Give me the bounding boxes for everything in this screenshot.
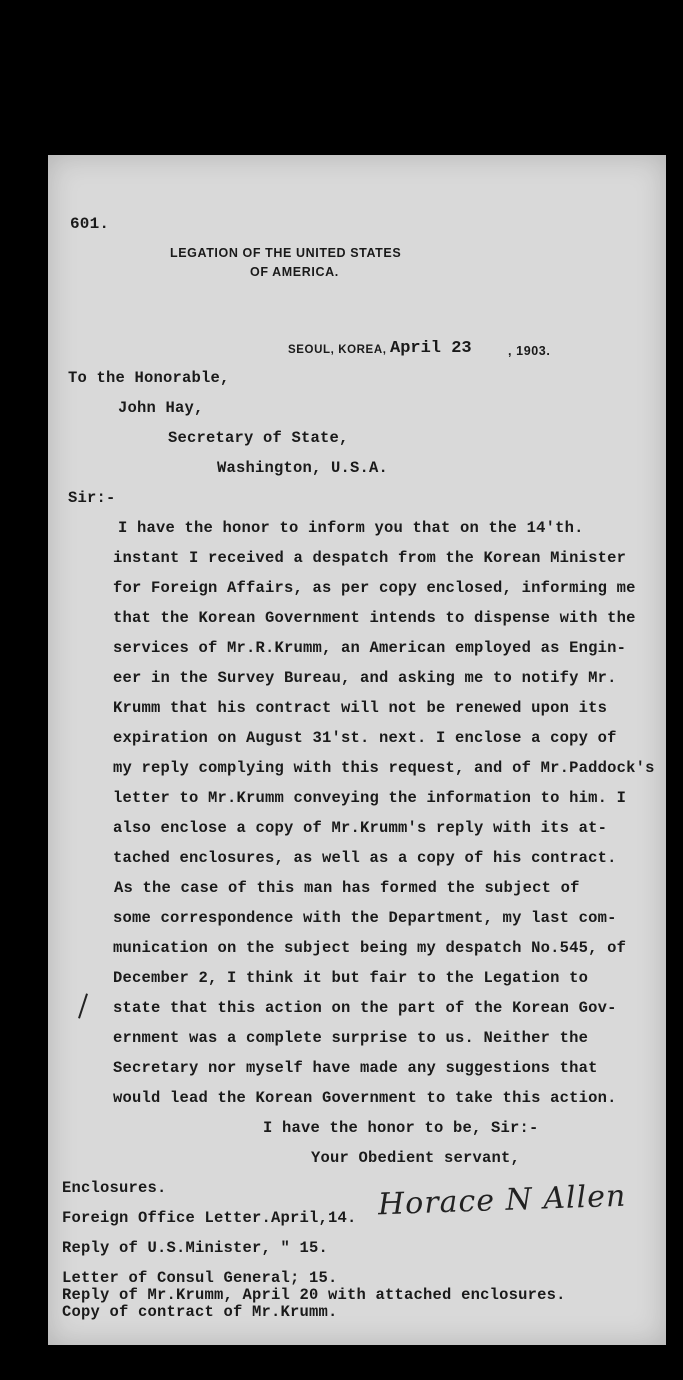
body-line: December 2, I think it but fair to the Legation to — [113, 969, 589, 987]
closing-line-2: Your Obedient servant, — [311, 1149, 521, 1167]
body-line: eer in the Survey Bureau, and asking me to notify Mr. — [113, 669, 617, 687]
body-line: As the case of this man has formed the subject of — [114, 879, 580, 897]
enclosure-item: Letter of Consul General; 15. — [62, 1269, 338, 1287]
body-line: services of Mr.R.Krumm, an American employed as Engin- — [113, 639, 627, 657]
body-line: expiration on August 31'st. next. I enclose a copy of — [113, 729, 617, 747]
body-line: munication on the subject being my despatch No.545, of — [113, 939, 627, 957]
letterhead-line-1: LEGATION OF THE UNITED STATES — [170, 246, 402, 260]
body-line: state that this action on the part of the Korean Gov- — [113, 999, 617, 1017]
enclosure-item: Reply of U.S.Minister, " 15. — [62, 1239, 329, 1257]
handwritten-signature: Horace N Allen — [377, 1178, 627, 1223]
addressee-line-1: To the Honorable, — [68, 369, 230, 387]
letter-page — [48, 155, 666, 1345]
body-line: would lead the Korean Government to take this action. — [113, 1089, 617, 1107]
addressee-line-4: Washington, U.S.A. — [217, 459, 389, 477]
body-line: Secretary nor myself have made any suggestions that — [113, 1059, 598, 1077]
body-line: for Foreign Affairs, as per copy enclosed, informing me — [113, 579, 636, 597]
salutation: Sir:- — [68, 489, 116, 507]
body-line: I have the honor to inform you that on the 14'th. — [118, 519, 584, 537]
enclosure-item: Copy of contract of Mr.Krumm. — [62, 1303, 338, 1321]
addressee-line-2: John Hay, — [118, 399, 204, 417]
enclosure-item: Reply of Mr.Krumm, April 20 with attached enclosures. — [62, 1286, 566, 1304]
margin-pencil-mark — [78, 993, 88, 1018]
letterhead-line-2: OF AMERICA. — [250, 265, 339, 279]
dateline-year: , 1903. — [508, 344, 551, 358]
body-line: Krumm that his contract will not be renewed upon its — [113, 699, 608, 717]
addressee-line-3: Secretary of State, — [168, 429, 349, 447]
dateline-place: SEOUL, KOREA, — [288, 344, 387, 356]
enclosure-item: Foreign Office Letter.April,14. — [62, 1209, 357, 1227]
dateline-date: April 23 — [390, 339, 472, 358]
body-line: some correspondence with the Department, my last com- — [113, 909, 617, 927]
body-line: tached enclosures, as well as a copy of his contract. — [113, 849, 617, 867]
body-line: instant I received a despatch from the Korean Minister — [113, 549, 627, 567]
body-line: my reply complying with this request, and of Mr.Paddock's — [113, 759, 655, 777]
closing-line-1: I have the honor to be, Sir:- — [263, 1119, 539, 1137]
body-line: ernment was a complete surprise to us. Neither the — [113, 1029, 589, 1047]
document-number: 601. — [70, 215, 110, 233]
enclosures-heading: Enclosures. — [62, 1179, 167, 1197]
body-line: also enclose a copy of Mr.Krumm's reply with its at- — [113, 819, 608, 837]
body-line: that the Korean Government intends to dispense with the — [113, 609, 636, 627]
body-line: letter to Mr.Krumm conveying the information to him. I — [113, 789, 627, 807]
